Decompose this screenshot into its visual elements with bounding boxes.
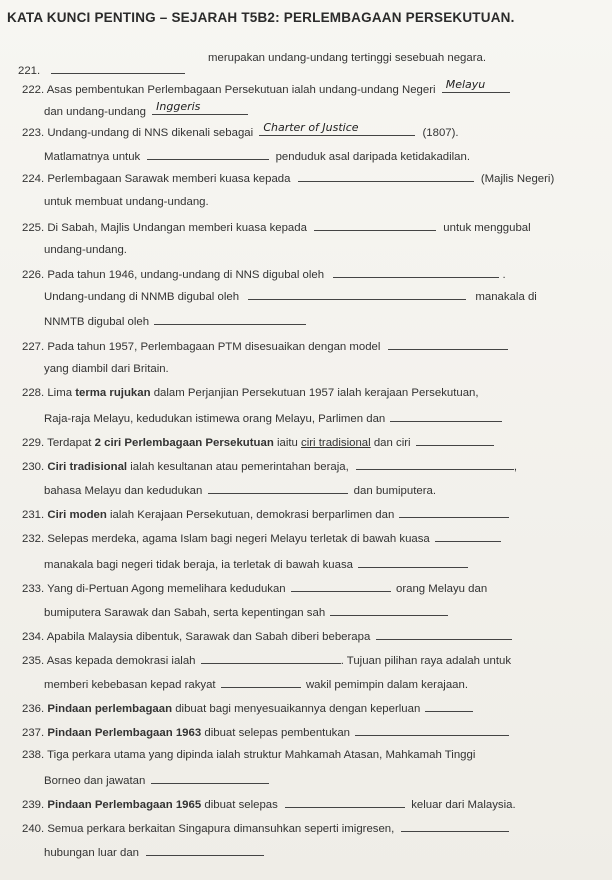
question-text: 223. Undang-undang di NNS dikenali sebagai xyxy=(22,127,254,139)
question-text: , xyxy=(513,461,518,473)
question-238-line-2 xyxy=(44,772,269,788)
question-text: (Majlis Negeri) xyxy=(480,173,555,185)
question-text: bahasa Melayu dan kedudukan xyxy=(44,485,203,497)
question-230-line-2 xyxy=(44,482,436,498)
question-238-line-1: 238. Tiga perkara utama yang dipinda ialah struktur Mahkamah Atasan, Mahkamah Tinggi xyxy=(22,749,476,761)
question-text: 239. xyxy=(22,799,48,811)
answer-blank[interactable] xyxy=(146,844,264,856)
question-text: dalam Perjanjian Persekutuan 1957 ialah kerajaan Persekutuan, xyxy=(150,387,479,399)
answer-blank[interactable] xyxy=(51,62,185,74)
answer-blank[interactable] xyxy=(201,652,341,664)
question-240-line-2 xyxy=(44,844,264,860)
answer-blank[interactable] xyxy=(154,313,306,325)
key-term: 2 ciri Perlembagaan Persekutuan xyxy=(94,437,274,449)
question-text: 227. Pada tahun 1957, Perlembagaan PTM disesuaikan dengan model xyxy=(22,341,381,353)
question-text: manakala bagi negeri tidak beraja, ia terletak di bawah kuasa xyxy=(44,559,354,571)
key-term: Pindaan Perlembagaan 1963 xyxy=(47,727,202,739)
question-text: 226. Pada tahun 1946, undang-undang di NNS digubal oleh xyxy=(22,269,325,281)
question-text: 230. xyxy=(22,461,48,473)
answer-blank[interactable] xyxy=(358,556,468,568)
question-text: hubungan luar dan xyxy=(44,847,140,859)
question-226-line-3 xyxy=(44,313,306,329)
question-236 xyxy=(22,700,473,716)
question-text: Undang-undang di NNMB digubal oleh xyxy=(44,291,240,303)
answer-blank[interactable] xyxy=(435,530,501,542)
question-text: NNMTB digubal oleh xyxy=(44,316,150,328)
answer-blank[interactable] xyxy=(330,604,448,616)
question-text: dan undang-undang xyxy=(44,106,146,118)
question-text: ialah Kerajaan Persekutuan, demokrasi berparlimen dan xyxy=(106,509,395,521)
question-230-line-1 xyxy=(22,458,517,474)
answer-blank[interactable] xyxy=(298,170,474,182)
question-235-line-1 xyxy=(22,652,511,668)
question-text: wakil pemimpin dalam kerajaan. xyxy=(305,679,469,691)
question-232-line-2 xyxy=(44,556,468,572)
question-text: 229. Terdapat xyxy=(22,437,95,449)
question-221 xyxy=(18,62,185,78)
question-text: orang Melayu dan xyxy=(396,583,488,595)
question-232-line-1 xyxy=(22,530,501,546)
question-text: . xyxy=(502,269,506,281)
underlined-term: ciri tradisional xyxy=(301,437,371,449)
question-240-line-1 xyxy=(22,820,509,836)
answer-blank[interactable] xyxy=(376,628,512,640)
key-term: terma rujukan xyxy=(75,387,151,399)
answer-blank[interactable] xyxy=(152,100,248,115)
question-text: 231. xyxy=(22,509,48,521)
question-235-line-2 xyxy=(44,676,468,692)
answer-blank[interactable] xyxy=(425,700,473,712)
question-text: dan ciri xyxy=(370,437,411,449)
question-text: bumiputera Sarawak dan Sabah, serta kepentingan sah xyxy=(44,607,326,619)
handwritten-answer: Melayu xyxy=(445,78,486,91)
answer-blank[interactable] xyxy=(333,266,499,278)
worksheet-title: KATA KUNCI PENTING – SEJARAH T5B2: PERLEMBAGAAN PERSEKUTUAN. xyxy=(7,10,515,25)
question-text: 240. Semua perkara berkaitan Singapura dimansuhkan seperti imigresen, xyxy=(22,823,395,835)
question-text: 224. Perlembagaan Sarawak memberi kuasa kepada xyxy=(22,173,291,185)
question-229 xyxy=(22,434,494,450)
key-term: Ciri tradisional xyxy=(47,461,128,473)
handwritten-answer: Inggeris xyxy=(156,100,201,113)
question-text: untuk menggubal xyxy=(443,222,531,234)
question-228-line-2 xyxy=(44,410,502,426)
question-text: dan bumiputera. xyxy=(353,485,436,497)
question-223-line-1 xyxy=(22,121,459,140)
answer-blank[interactable] xyxy=(208,482,348,494)
question-231 xyxy=(22,506,509,522)
answer-blank[interactable] xyxy=(147,148,269,160)
question-text: ialah kesultanan atau pemerintahan beraja, xyxy=(127,461,349,473)
question-226-line-1 xyxy=(22,266,506,282)
question-text: Borneo dan jawatan xyxy=(44,775,146,787)
answer-blank[interactable] xyxy=(390,410,502,422)
question-text: 228. Lima xyxy=(22,387,76,399)
question-text: 233. Yang di-Pertuan Agong memelihara kedudukan xyxy=(22,583,286,595)
question-237 xyxy=(22,724,509,740)
key-term: Pindaan Perlembagaan 1965 xyxy=(47,799,202,811)
question-text: dibuat bagi menyesuaikannya dengan keperluan xyxy=(172,703,421,715)
answer-blank[interactable] xyxy=(291,580,391,592)
question-227-line-1 xyxy=(22,338,508,354)
question-224-line-2: untuk membuat undang-undang. xyxy=(44,196,209,208)
question-233-line-1 xyxy=(22,580,487,596)
question-225-line-1 xyxy=(22,219,531,235)
answer-blank[interactable] xyxy=(355,724,509,736)
question-text: . Tujuan pilihan raya adalah untuk xyxy=(340,655,512,667)
question-text: dibuat selepas pembentukan xyxy=(201,727,351,739)
question-226-line-2 xyxy=(44,288,537,304)
question-text: 237. xyxy=(22,727,48,739)
question-text: 234. Apabila Malaysia dibentuk, Sarawak dan Sabah diberi beberapa xyxy=(22,631,371,643)
question-text: 222. Asas pembentukan Perlembagaan Persekutuan ialah undang-undang Negeri xyxy=(22,84,436,96)
answer-blank[interactable] xyxy=(285,796,405,808)
question-222-line-2 xyxy=(44,100,248,119)
question-text: 235. Asas kepada demokrasi ialah xyxy=(22,655,196,667)
key-term: Ciri moden xyxy=(47,509,107,521)
question-227-line-2: yang diambil dari Britain. xyxy=(44,363,169,375)
answer-blank[interactable] xyxy=(442,78,510,93)
question-text: Matlamatnya untuk xyxy=(44,151,141,163)
question-223-line-2 xyxy=(44,148,470,164)
answer-blank[interactable] xyxy=(259,121,415,136)
question-text: memberi kebebasan kepad rakyat xyxy=(44,679,216,691)
question-233-line-2 xyxy=(44,604,448,620)
question-text: iaitu xyxy=(273,437,302,449)
question-text: manakala di xyxy=(475,291,537,303)
answer-blank[interactable] xyxy=(314,219,436,231)
question-text: 225. Di Sabah, Majlis Undangan memberi kuasa kepada xyxy=(22,222,307,234)
answer-blank[interactable] xyxy=(151,772,269,784)
question-221-text: merupakan undang-undang tertinggi sesebuah negara. xyxy=(208,52,487,64)
question-228-line-1 xyxy=(22,386,479,400)
answer-blank[interactable] xyxy=(221,676,301,688)
question-text: keluar dari Malaysia. xyxy=(411,799,516,811)
question-222-line-1 xyxy=(22,78,510,97)
question-text: penduduk asal daripada ketidakadilan. xyxy=(275,151,471,163)
question-text: (1807). xyxy=(422,127,459,139)
question-224-line-1 xyxy=(22,170,554,186)
answer-blank[interactable] xyxy=(401,820,509,832)
question-text: 236. xyxy=(22,703,48,715)
question-number: 221. xyxy=(18,65,41,77)
question-text: 232. Selepas merdeka, agama Islam bagi negeri Melayu terletak di bawah kuasa xyxy=(22,533,430,545)
answer-blank[interactable] xyxy=(388,338,508,350)
question-225-line-2: undang-undang. xyxy=(44,244,127,256)
question-text: dibuat selepas xyxy=(201,799,278,811)
answer-blank[interactable] xyxy=(399,506,509,518)
answer-blank[interactable] xyxy=(248,288,466,300)
question-234 xyxy=(22,628,512,644)
answer-blank[interactable] xyxy=(416,434,494,446)
question-text: Raja-raja Melayu, kedudukan istimewa orang Melayu, Parlimen dan xyxy=(44,413,386,425)
key-term: Pindaan perlembagaan xyxy=(47,703,173,715)
answer-blank[interactable] xyxy=(356,458,514,470)
question-239 xyxy=(22,796,516,812)
handwritten-answer: Charter of Justice xyxy=(263,121,359,134)
